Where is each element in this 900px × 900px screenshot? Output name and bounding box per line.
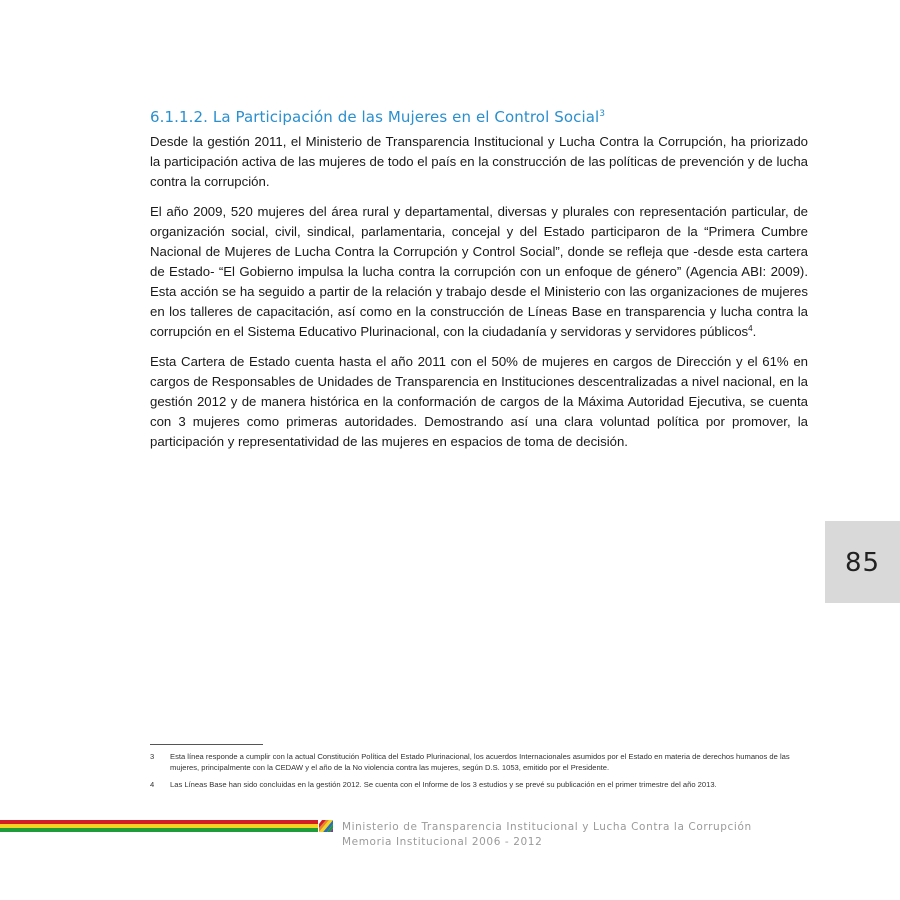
paragraph-2-end: . [752, 324, 757, 339]
wiphala-icon [319, 820, 333, 832]
page-number: 85 [844, 548, 881, 578]
footer-ministry: Ministerio de Transparencia Institucional y Lucha Contra la Corrupción [342, 821, 752, 833]
page-number-tab [825, 521, 900, 603]
section-heading [150, 108, 810, 126]
footer-report-title: Memoria Institucional 2006 - 2012 [342, 836, 543, 848]
footnote-text: Esta línea responde a cumplir con la actual Constitución Política del Estado Plurinacional, los acuerdos Internacionales asumidos por el Estado en materia de derechos humanos de las mujeres, principalmente con la CEDAW y el año de la No violencia contra las mujeres, según D.S. 1053, emitido por el Presidente. [170, 752, 790, 772]
footnote-number: 4 [150, 780, 155, 789]
footnote-item [150, 752, 810, 773]
body-text [150, 132, 808, 462]
heading-footnote-ref[interactable]: 3 [599, 109, 606, 119]
section-heading-text: 6.1.1.2. La Participación de las Mujeres en el Control Social [150, 108, 600, 126]
footnote-item [150, 780, 810, 791]
footnote-text: Las Líneas Base han sido concluidas en la gestión 2012. Se cuenta con el Informe de los 3 estudios y se prevé su publicación en el primer trimestre del año 2013. [170, 780, 717, 789]
paragraph-1: Desde la gestión 2011, el Ministerio de Transparencia Institucional y Lucha Contra la Corrupción, ha priorizado la participación activa de las mujeres de todo el país en la construcción de las políticas de prevención y de lucha contra la corrupción. [150, 134, 808, 189]
footnotes [150, 752, 810, 798]
footnote-number: 3 [150, 752, 155, 761]
footnote-divider [150, 744, 263, 745]
paragraph-3: Esta Cartera de Estado cuenta hasta el año 2011 con el 50% de mujeres en cargos de Dirección y el 61% en cargos de Responsables de Unidades de Transparencia en Instituciones descentralizadas a nivel nacional, en la gestión 2012 y de manera histórica en la conformación de cargos de la Máxima Autoridad Ejecutiva, se cuenta con 3 mujeres como primeras autoridades. Demostrando así una clara voluntad política por promover, la participación y representatividad de las mujeres en espacios de toma de decisión. [150, 354, 808, 449]
paragraph-2-footnote-ref[interactable]: 4 [748, 324, 753, 333]
paragraph-2-text: El año 2009, 520 mujeres del área rural y departamental, diversas y plurales con representación particular, de organización social, civil, sindical, parlamentaria, concejal y del Estado participaron de la “Primera Cumbre Nacional de Mujeres de Lucha Contra la Corrupción y Control Social”, donde se refleja que -desde esta cartera de Estado- “El Gobierno impulsa la lucha contra la corrupción con un enfoque de género” (Agencia ABI: 2009). Esta acción se ha seguido a partir de la relación y trabajo desde el Ministerio con las organizaciones de mujeres en los talleres de capacitación, así como en la construcción de Líneas Base en transparencia y lucha contra la corrupción en el Sistema Educativo Plurinacional, con la ciudadanía y servidoras y servidores públicos [150, 204, 808, 339]
bolivia-flag-stripe [0, 820, 318, 832]
flag-green-band [0, 828, 318, 832]
paragraph-2 [150, 202, 808, 342]
